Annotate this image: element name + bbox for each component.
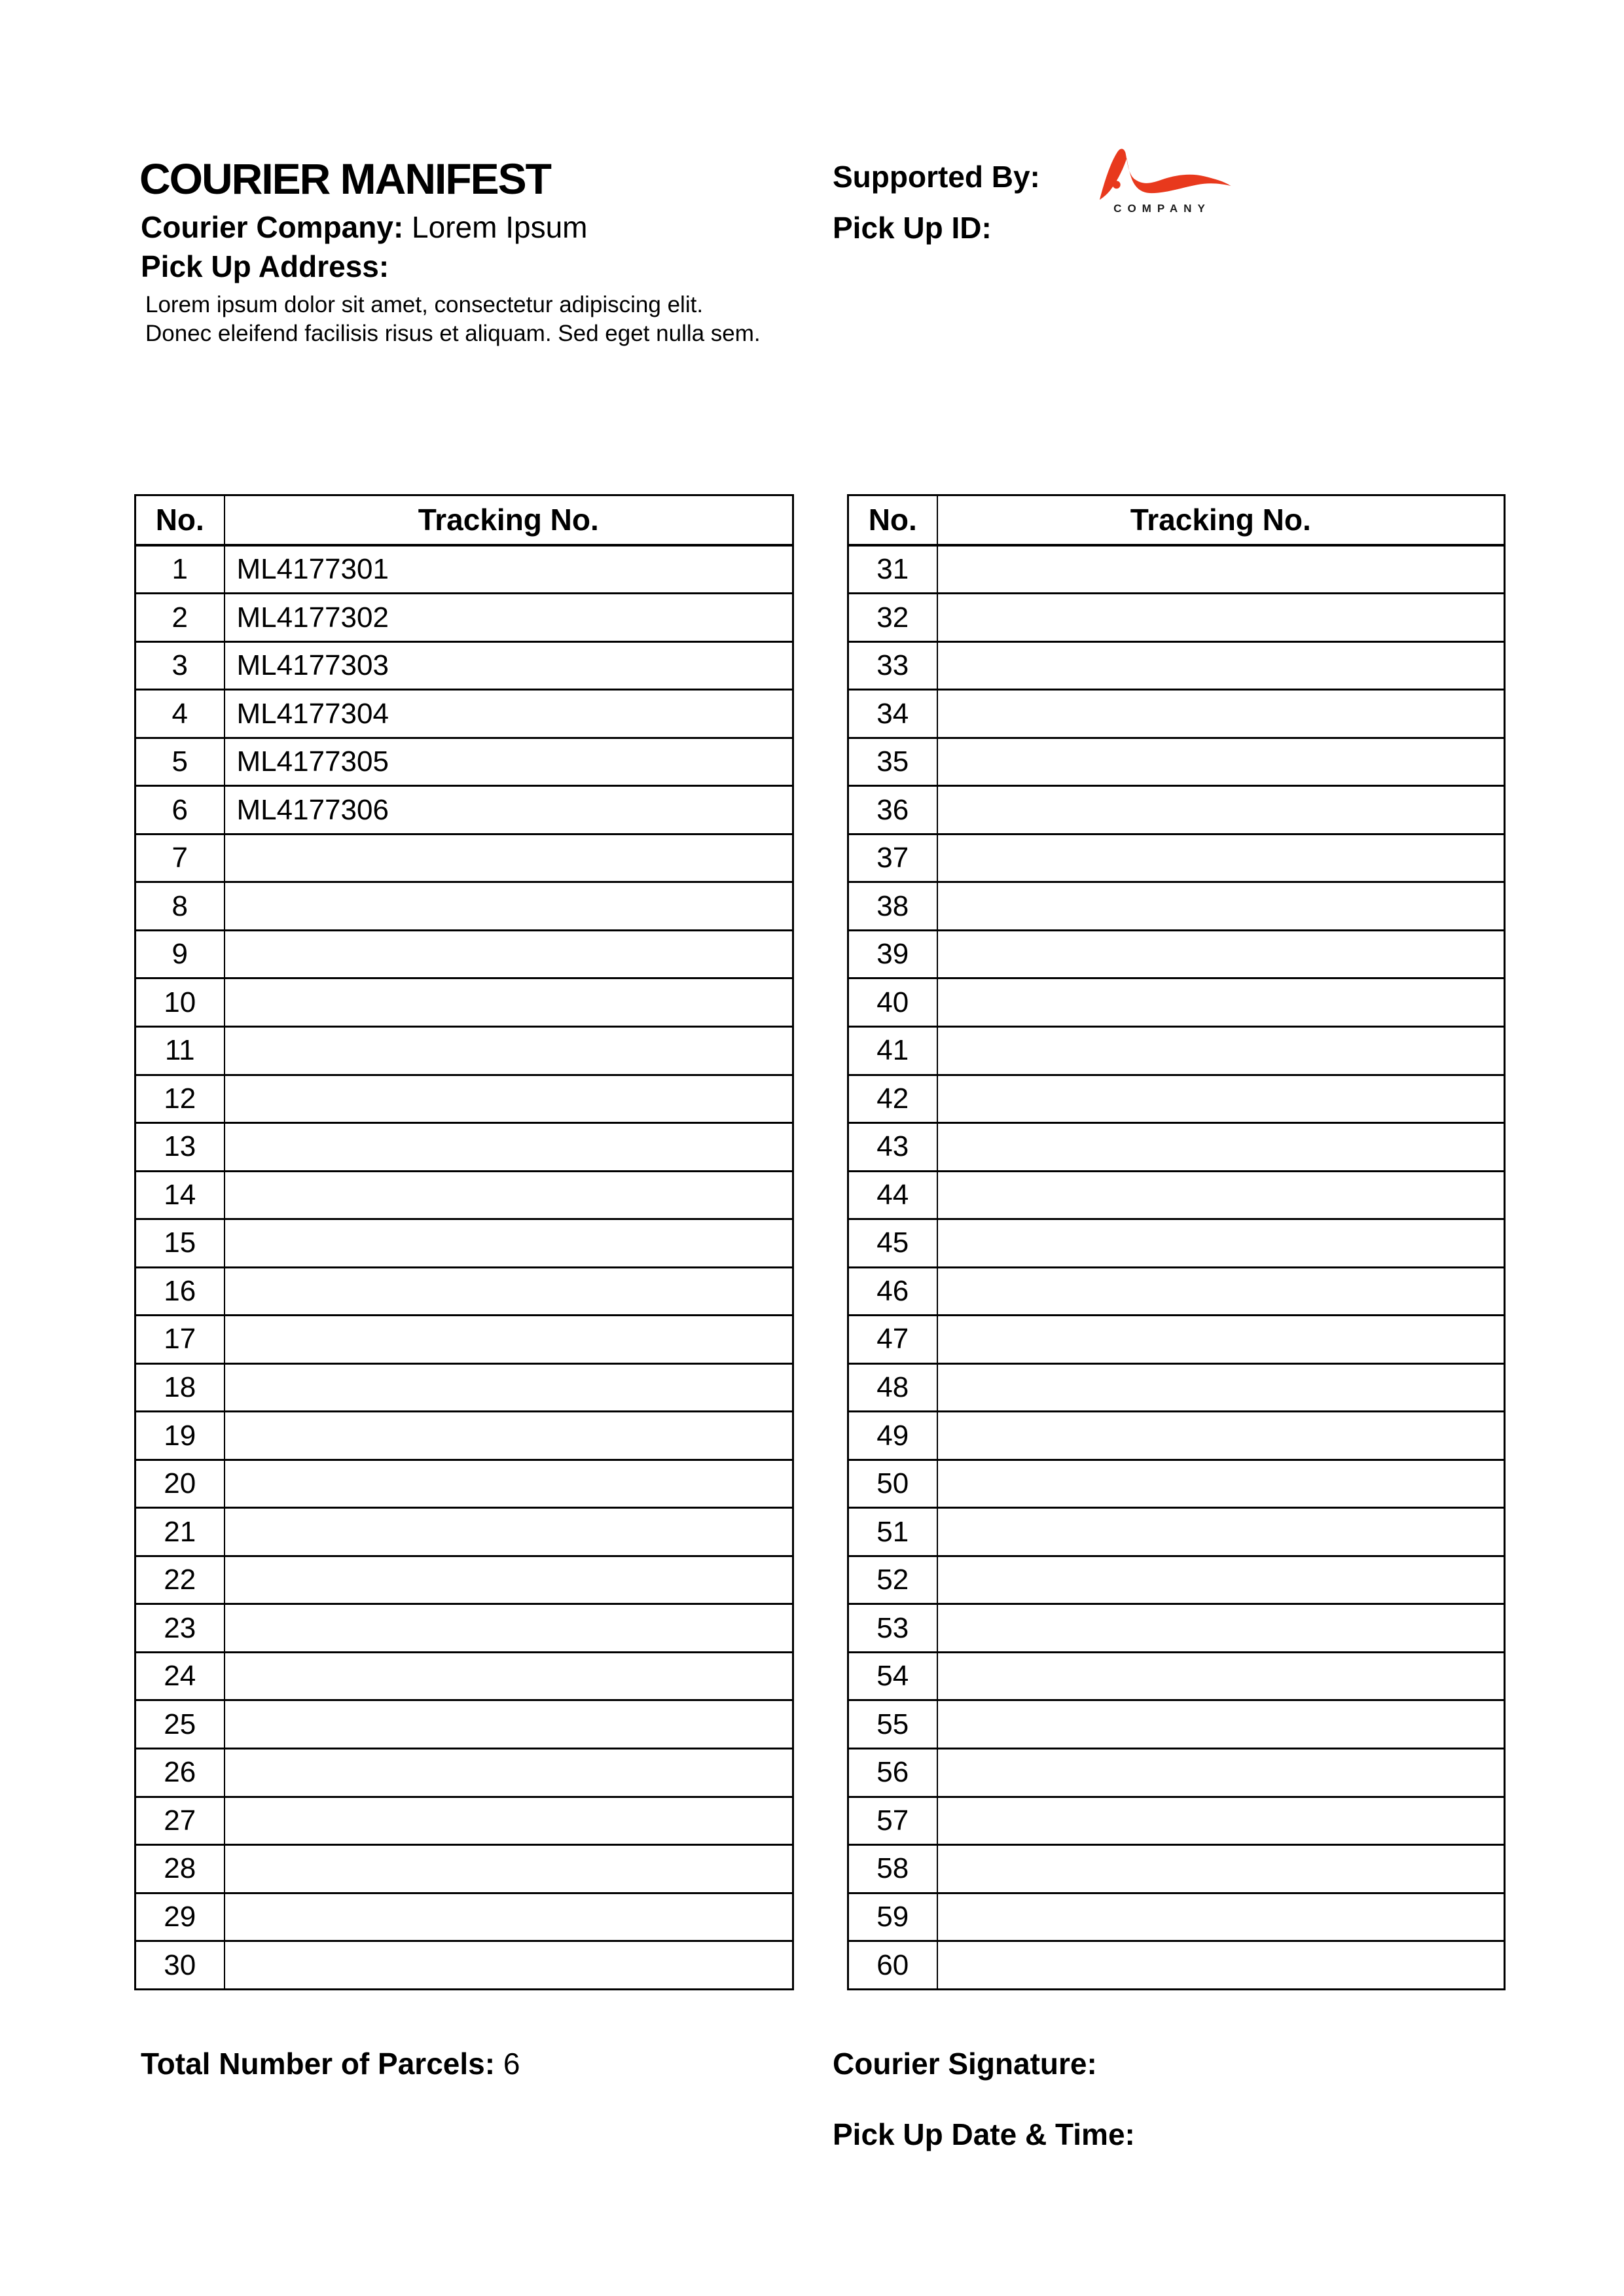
swoosh-a-logo-icon	[1080, 141, 1238, 202]
row-number: 34	[848, 690, 937, 738]
tracking-number-cell[interactable]	[937, 1700, 1505, 1749]
company-logo	[1080, 141, 1238, 214]
tracking-number-cell[interactable]	[225, 1219, 793, 1268]
tracking-table-left	[134, 494, 794, 1990]
table-row	[848, 738, 1505, 786]
row-number: 50	[848, 1460, 937, 1508]
table-row	[848, 930, 1505, 978]
tracking-number-cell[interactable]: ML4177306	[225, 786, 793, 834]
page-title: COURIER MANIFEST	[139, 154, 550, 203]
tracking-number-cell[interactable]	[225, 930, 793, 978]
pickup-id-label: Pick Up ID:	[833, 211, 992, 245]
table-row	[848, 1748, 1505, 1797]
row-number: 19	[135, 1412, 225, 1460]
table-row	[135, 978, 793, 1027]
tracking-number-cell[interactable]	[225, 1604, 793, 1653]
tracking-number-cell[interactable]	[937, 978, 1505, 1027]
table-row	[848, 1797, 1505, 1845]
tracking-number-cell[interactable]: ML4177301	[225, 545, 793, 594]
tracking-number-cell[interactable]	[937, 1412, 1505, 1460]
tracking-number-cell[interactable]	[937, 545, 1505, 594]
row-number: 28	[135, 1845, 225, 1893]
row-number: 30	[135, 1941, 225, 1990]
tracking-number-cell[interactable]	[937, 1604, 1505, 1653]
row-number: 9	[135, 930, 225, 978]
row-number: 25	[135, 1700, 225, 1749]
courier-signature-label: Courier Signature:	[833, 2047, 1097, 2081]
row-number: 42	[848, 1075, 937, 1123]
table-row	[135, 1267, 793, 1316]
tracking-number-cell[interactable]	[225, 1171, 793, 1219]
table-row	[848, 641, 1505, 690]
tracking-number-cell[interactable]	[937, 641, 1505, 690]
table-row	[848, 882, 1505, 931]
tracking-number-cell[interactable]	[225, 1893, 793, 1941]
row-number: 13	[135, 1123, 225, 1172]
table-row	[848, 1316, 1505, 1364]
total-parcels-label: Total Number of Parcels:	[141, 2047, 496, 2081]
table-header-row	[135, 495, 793, 545]
tracking-number-cell[interactable]	[225, 1363, 793, 1412]
row-number: 26	[135, 1748, 225, 1797]
row-number: 2	[135, 594, 225, 642]
tracking-number-cell[interactable]	[225, 1460, 793, 1508]
table-row	[135, 1748, 793, 1797]
row-number: 6	[135, 786, 225, 834]
row-number: 32	[848, 594, 937, 642]
total-parcels-line	[141, 2049, 520, 2079]
no-column-header: No.	[848, 495, 937, 545]
pickup-address-line2: Donec eleifend facilisis risus et aliquam. Sed eget nulla sem.	[145, 321, 761, 346]
table-row	[135, 690, 793, 738]
tracking-number-cell[interactable]	[937, 1941, 1505, 1990]
tracking-number-cell[interactable]	[225, 1941, 793, 1990]
pickup-address-label: Pick Up Address:	[141, 249, 389, 283]
row-number: 37	[848, 834, 937, 882]
table-row	[135, 1171, 793, 1219]
row-number: 17	[135, 1316, 225, 1364]
table-header-row	[848, 495, 1505, 545]
table-row	[848, 1893, 1505, 1941]
row-number: 58	[848, 1845, 937, 1893]
table-row	[848, 1363, 1505, 1412]
table-row	[135, 1123, 793, 1172]
table-row	[135, 1363, 793, 1412]
tracking-number-cell[interactable]	[225, 1845, 793, 1893]
row-number: 29	[135, 1893, 225, 1941]
table-row	[135, 1556, 793, 1604]
tracking-number-cell[interactable]	[225, 1508, 793, 1556]
tracking-number-cell[interactable]	[225, 834, 793, 882]
tracking-number-cell[interactable]	[937, 834, 1505, 882]
table-row	[848, 1412, 1505, 1460]
row-number: 56	[848, 1748, 937, 1797]
tracking-number-cell[interactable]	[937, 1267, 1505, 1316]
tracking-number-cell[interactable]	[937, 1219, 1505, 1268]
row-number: 18	[135, 1363, 225, 1412]
tracking-number-cell[interactable]	[225, 1652, 793, 1700]
tracking-number-cell[interactable]	[225, 1075, 793, 1123]
row-number: 39	[848, 930, 937, 978]
tracking-number-cell[interactable]	[937, 1556, 1505, 1604]
row-number: 11	[135, 1027, 225, 1075]
row-number: 27	[135, 1797, 225, 1845]
row-number: 23	[135, 1604, 225, 1653]
table-row	[135, 1508, 793, 1556]
tracking-number-cell[interactable]	[937, 1748, 1505, 1797]
row-number: 12	[135, 1075, 225, 1123]
table-row	[135, 1652, 793, 1700]
total-parcels-value: 6	[503, 2047, 520, 2081]
tracking-number-cell[interactable]	[937, 786, 1505, 834]
tracking-number-cell[interactable]: ML4177303	[225, 641, 793, 690]
tracking-number-cell[interactable]	[225, 1123, 793, 1172]
table-row	[848, 1556, 1505, 1604]
table-row	[848, 545, 1505, 594]
row-number: 36	[848, 786, 937, 834]
table-row	[135, 834, 793, 882]
tracking-number-cell[interactable]	[225, 1412, 793, 1460]
pickup-address-value	[145, 291, 931, 348]
row-number: 22	[135, 1556, 225, 1604]
supported-by-label: Supported By:	[833, 160, 1040, 194]
row-number: 35	[848, 738, 937, 786]
table-row	[135, 1075, 793, 1123]
row-number: 59	[848, 1893, 937, 1941]
tracking-number-cell[interactable]	[937, 1075, 1505, 1123]
row-number: 20	[135, 1460, 225, 1508]
tracking-number-cell[interactable]	[937, 1652, 1505, 1700]
tracking-number-cell[interactable]: ML4177305	[225, 738, 793, 786]
tracking-number-cell[interactable]	[225, 1267, 793, 1316]
table-row	[848, 1219, 1505, 1268]
tracking-number-cell[interactable]	[937, 1893, 1505, 1941]
tracking-number-cell[interactable]	[225, 1797, 793, 1845]
table-row	[848, 1941, 1505, 1990]
table-row	[135, 1219, 793, 1268]
table-row	[135, 1797, 793, 1845]
tracking-number-cell[interactable]	[937, 690, 1505, 738]
row-number: 51	[848, 1508, 937, 1556]
tracking-column-header: Tracking No.	[937, 495, 1505, 545]
row-number: 38	[848, 882, 937, 931]
table-row	[848, 1508, 1505, 1556]
tracking-number-cell[interactable]	[937, 1316, 1505, 1364]
row-number: 1	[135, 545, 225, 594]
company-logo-text: COMPANY	[1113, 202, 1211, 215]
table-row	[848, 1027, 1505, 1075]
row-number: 48	[848, 1363, 937, 1412]
row-number: 44	[848, 1171, 937, 1219]
table-row	[135, 1941, 793, 1990]
table-row	[135, 1412, 793, 1460]
table-row	[135, 1316, 793, 1364]
table-row	[135, 1604, 793, 1653]
row-number: 24	[135, 1652, 225, 1700]
tracking-number-cell[interactable]: ML4177302	[225, 594, 793, 642]
table-row	[848, 1652, 1505, 1700]
tracking-number-cell[interactable]	[937, 594, 1505, 642]
row-number: 33	[848, 641, 937, 690]
row-number: 60	[848, 1941, 937, 1990]
row-number: 3	[135, 641, 225, 690]
row-number: 31	[848, 545, 937, 594]
tracking-number-cell[interactable]	[225, 978, 793, 1027]
tracking-number-cell[interactable]	[225, 882, 793, 931]
tracking-tables	[134, 494, 1506, 1990]
table-row	[135, 930, 793, 978]
tracking-number-cell[interactable]	[225, 1556, 793, 1604]
table-row	[848, 1267, 1505, 1316]
table-row	[848, 1171, 1505, 1219]
table-row	[848, 978, 1505, 1027]
row-number: 57	[848, 1797, 937, 1845]
table-row	[135, 1460, 793, 1508]
table-row	[135, 594, 793, 642]
tracking-number-cell[interactable]	[937, 738, 1505, 786]
row-number: 7	[135, 834, 225, 882]
tracking-number-cell[interactable]	[225, 1700, 793, 1749]
tracking-number-cell[interactable]	[937, 1797, 1505, 1845]
table-row	[848, 786, 1505, 834]
tracking-number-cell[interactable]	[937, 1027, 1505, 1075]
tracking-number-cell[interactable]	[937, 1460, 1505, 1508]
tracking-number-cell[interactable]	[937, 1171, 1505, 1219]
table-row	[848, 1075, 1505, 1123]
row-number: 55	[848, 1700, 937, 1749]
tracking-number-cell[interactable]	[225, 1748, 793, 1797]
table-row	[848, 1123, 1505, 1172]
row-number: 10	[135, 978, 225, 1027]
tracking-number-cell[interactable]	[937, 1363, 1505, 1412]
tracking-table-right	[847, 494, 1506, 1990]
tracking-number-cell[interactable]	[937, 930, 1505, 978]
tracking-number-cell[interactable]	[937, 1845, 1505, 1893]
row-number: 49	[848, 1412, 937, 1460]
row-number: 40	[848, 978, 937, 1027]
table-row	[135, 641, 793, 690]
table-row	[848, 834, 1505, 882]
row-number: 47	[848, 1316, 937, 1364]
table-row	[848, 1460, 1505, 1508]
tracking-number-cell[interactable]	[937, 882, 1505, 931]
table-row	[135, 786, 793, 834]
row-number: 53	[848, 1604, 937, 1653]
courier-company-line	[141, 212, 587, 242]
row-number: 45	[848, 1219, 937, 1268]
tracking-column-header: Tracking No.	[225, 495, 793, 545]
table-row	[135, 545, 793, 594]
row-number: 43	[848, 1123, 937, 1172]
tracking-number-cell[interactable]	[225, 1027, 793, 1075]
row-number: 52	[848, 1556, 937, 1604]
row-number: 54	[848, 1652, 937, 1700]
row-number: 5	[135, 738, 225, 786]
table-row	[135, 1893, 793, 1941]
courier-company-value: Lorem Ipsum	[412, 210, 588, 244]
table-row	[135, 1027, 793, 1075]
table-row	[848, 1604, 1505, 1653]
tracking-number-cell[interactable]	[937, 1508, 1505, 1556]
table-row	[135, 738, 793, 786]
row-number: 41	[848, 1027, 937, 1075]
row-number: 46	[848, 1267, 937, 1316]
row-number: 14	[135, 1171, 225, 1219]
row-number: 4	[135, 690, 225, 738]
tracking-number-cell[interactable]	[225, 1316, 793, 1364]
tracking-number-cell[interactable]	[937, 1123, 1505, 1172]
table-row	[135, 882, 793, 931]
row-number: 8	[135, 882, 225, 931]
pickup-address-line1: Lorem ipsum dolor sit amet, consectetur adipiscing elit.	[145, 292, 704, 317]
pickup-datetime-label: Pick Up Date & Time:	[833, 2117, 1135, 2151]
row-number: 15	[135, 1219, 225, 1268]
table-row	[848, 594, 1505, 642]
tracking-number-cell[interactable]: ML4177304	[225, 690, 793, 738]
row-number: 21	[135, 1508, 225, 1556]
table-row	[848, 1700, 1505, 1749]
table-row	[135, 1700, 793, 1749]
courier-company-label: Courier Company:	[141, 210, 404, 244]
table-row	[848, 1845, 1505, 1893]
table-row	[848, 690, 1505, 738]
row-number: 16	[135, 1267, 225, 1316]
table-row	[135, 1845, 793, 1893]
no-column-header: No.	[135, 495, 225, 545]
